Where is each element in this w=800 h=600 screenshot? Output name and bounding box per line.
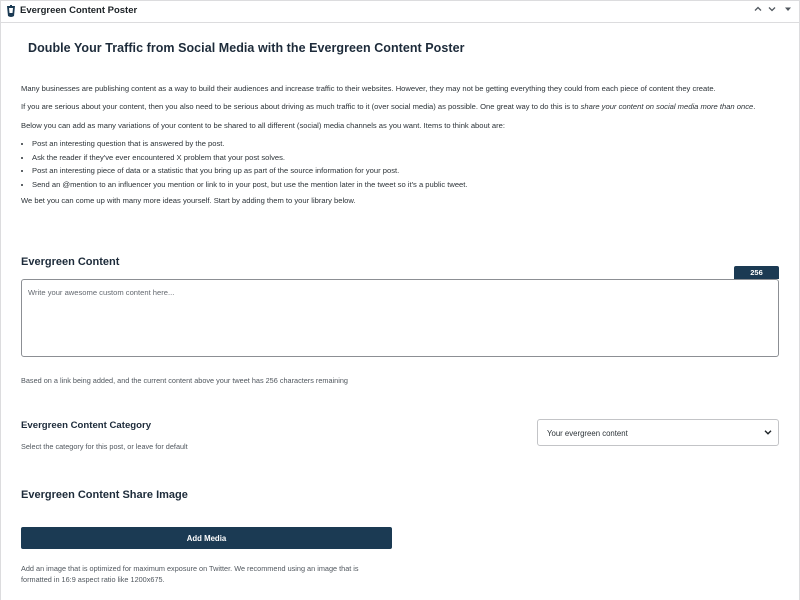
category-select-value: Your evergreen content (547, 429, 628, 438)
add-media-button[interactable]: Add Media (21, 527, 392, 549)
chevron-down-icon (767, 4, 777, 14)
plugin-logo-icon (6, 5, 16, 18)
intro-paragraph-1: Many businesses are publishing content as a way to build their audiences and increase traffic to their websites. However, they may not be getting everything they could from each piece of content they create. (21, 84, 716, 93)
triangle-down-icon (783, 4, 793, 14)
list-item: • Post an interesting piece of data or a statistic that you bring up as part of the source information for your post. (32, 164, 468, 178)
tips-list (21, 137, 468, 191)
character-counter-badge: 256 (734, 266, 779, 279)
intro-paragraph-4: We bet you can come up with many more ideas yourself. Start by adding them to your library below. (21, 196, 356, 205)
chevron-down-icon (763, 427, 773, 437)
toggle-panel-button[interactable] (781, 4, 795, 18)
evergreen-content-textarea[interactable] (21, 279, 779, 357)
share-image-hint: Add an image that is optimized for maximum exposure on Twitter. We recommend using an image that is formatted in 16:9 aspect ratio like 1200x675. (21, 564, 359, 584)
intro-paragraph-2 (21, 102, 755, 111)
category-title: Evergreen Content Category (21, 420, 152, 431)
move-down-button[interactable] (765, 4, 779, 18)
evergreen-content-title: Evergreen Content (21, 256, 120, 268)
characters-remaining-text: Based on a link being added, and the current content above your tweet has 256 characters remaining (21, 376, 348, 385)
move-up-button[interactable] (751, 4, 765, 18)
panel-title: Evergreen Content Poster (20, 5, 138, 16)
panel-header (0, 0, 800, 23)
share-image-title: Evergreen Content Share Image (21, 489, 188, 501)
intro-paragraph-3: Below you can add as many variations of your content to be shared to all different (social) media channels as you want. Items to think about are: (21, 121, 506, 130)
list-item: • Send an @mention to an influencer you mention or link to in your post, but use the mention later in the tweet so it's a public tweet. (32, 178, 468, 192)
list-item: • Ask the reader if they've ever encountered X problem that your post solves. (32, 151, 468, 165)
intro-heading: Double Your Traffic from Social Media with the Evergreen Content Poster (28, 41, 465, 55)
chevron-up-icon (753, 4, 763, 14)
intro-paragraph-2-emphasis: share your content on social media more than once (580, 102, 754, 111)
list-item: • Post an interesting question that is answered by the post. (32, 137, 468, 151)
intro-paragraph-2-start: If you are serious about your content, then you also need to be serious about driving as much traffic to it (over social media) as possible. One great way to do this is to (21, 102, 581, 111)
panel-body (0, 22, 800, 600)
category-description: Select the category for this post, or leave for default (21, 442, 188, 451)
category-select[interactable] (537, 419, 779, 446)
intro-paragraph-2-end: . (753, 102, 756, 111)
